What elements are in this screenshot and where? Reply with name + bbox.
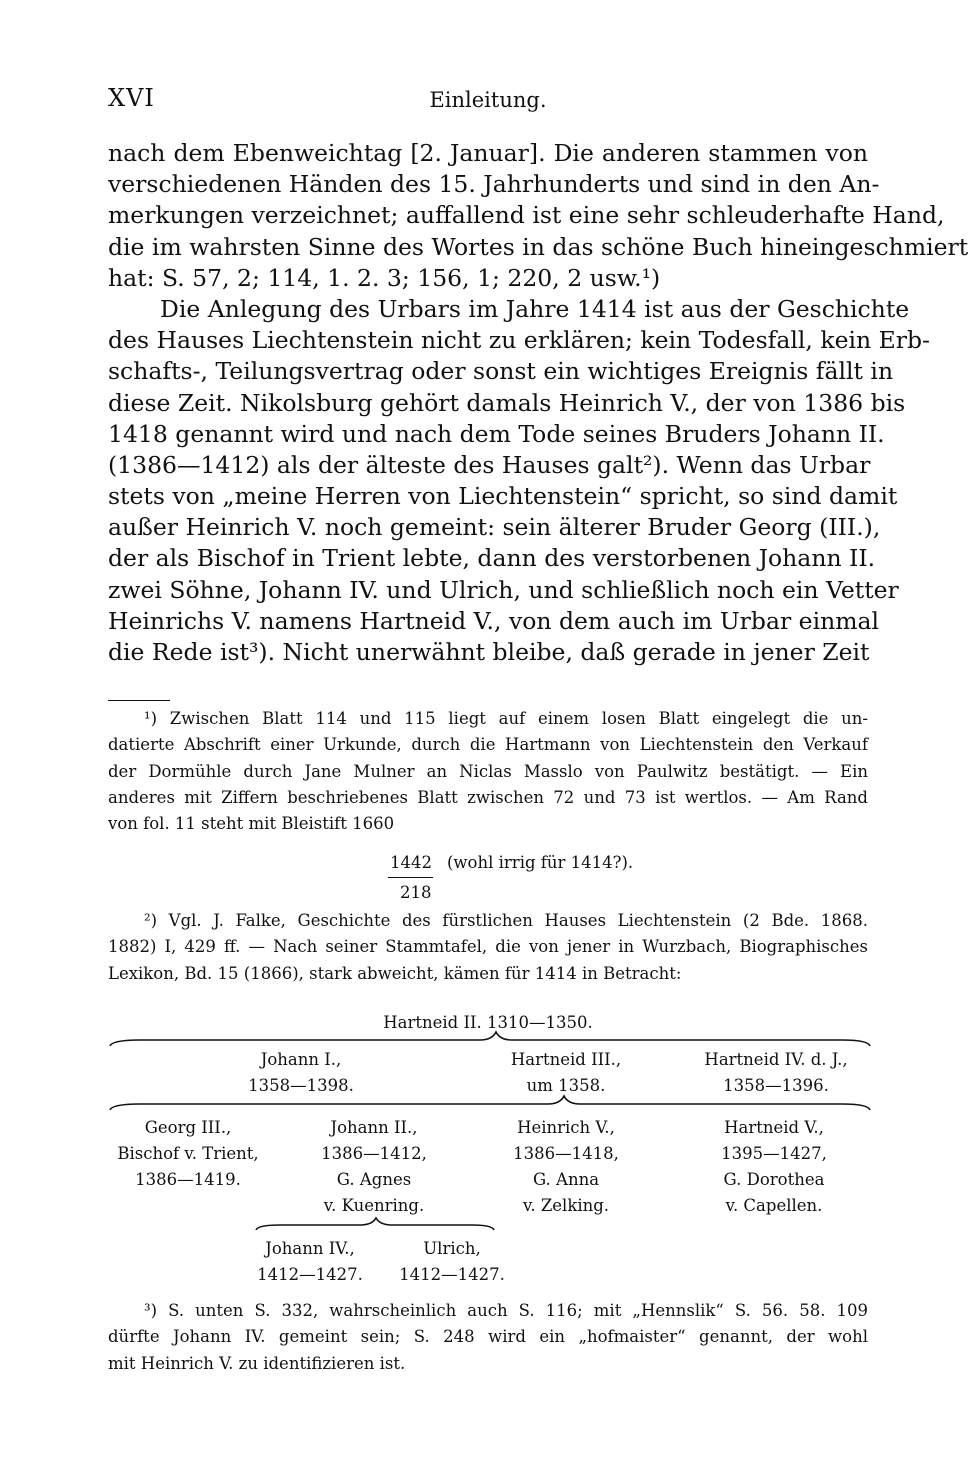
footnote-2-line: ²) Vgl. J. Falke, Geschichte des fürstlichen Hauses Liechtenstein (2 Bde. 1868. bbox=[144, 911, 868, 930]
gen3-line: Bischof v. Trient, bbox=[117, 1144, 259, 1163]
gen4-name: Johann IV., bbox=[265, 1239, 355, 1258]
gen2-dates: 1358—1396. bbox=[723, 1076, 829, 1095]
gen4-dates: 1412—1427. bbox=[399, 1265, 505, 1284]
gen4-name: Ulrich, bbox=[423, 1239, 481, 1258]
gen3-line: Georg III., bbox=[144, 1118, 232, 1137]
footnote-1-line: ¹) Zwischen Blatt 114 und 115 liegt auf einem losen Blatt eingelegt die un- bbox=[144, 709, 868, 728]
gen3-line: v. Zelking. bbox=[522, 1196, 610, 1215]
page-number: XVI bbox=[108, 84, 155, 112]
text-line: 1418 genannt wird und nach dem Tode seines Bruders Johann II. bbox=[108, 419, 885, 448]
gen3-line: G. Anna bbox=[532, 1170, 600, 1189]
brace-gen4 bbox=[256, 1218, 494, 1230]
text-line: Heinrichs V. namens Hartneid V., von dem auch im Urbar einmal bbox=[108, 606, 880, 635]
footnote-2-line: Lexikon, Bd. 15 (1866), stark abweicht, kämen für 1414 in Betracht: bbox=[108, 963, 682, 983]
gen3-line: G. Dorothea bbox=[723, 1170, 825, 1189]
gen3-line: v. Kuenring. bbox=[323, 1196, 425, 1215]
gen3-line: Hartneid V., bbox=[724, 1118, 824, 1137]
footnote-1-line: anderes mit Ziffern beschriebenes Blatt zwischen 72 und 73 ist wertlos. — Am Rand bbox=[108, 787, 868, 807]
text-line: nach dem Ebenweichtag [2. Januar]. Die anderen stammen von bbox=[108, 139, 868, 167]
root-ancestor: Hartneid II. 1310—1350. bbox=[383, 1013, 593, 1032]
fraction-denominator: 218 bbox=[400, 883, 432, 902]
text-line: außer Heinrich V. noch gemeint: sein älterer Bruder Georg (III.), bbox=[108, 513, 881, 542]
brace-gen3 bbox=[110, 1096, 870, 1110]
text-line: die im wahrsten Sinne des Wortes in das schöne Buch hineingeschmiert bbox=[108, 232, 968, 261]
footnote-1-line: von fol. 11 steht mit Bleistift 1660 bbox=[108, 814, 395, 834]
footnote-1-line: der Dormühle durch Jane Mulner an Niclas Masslo von Paulwitz bestätigt. — Ein bbox=[108, 761, 868, 781]
footnote-3-line: ³) S. unten S. 332, wahrscheinlich auch S. 116; mit „Hennslik“ S. 56. 58. 109 bbox=[144, 1301, 868, 1320]
gen3-line: Heinrich V., bbox=[517, 1118, 615, 1137]
gen3-line: Johann II., bbox=[330, 1118, 418, 1137]
fraction-numerator: 1442 bbox=[388, 850, 433, 878]
text-line: der als Bischof in Trient lebte, dann des verstorbenen Johann II. bbox=[108, 544, 876, 573]
text-line: (1386—1412) als der älteste des Hauses galt²). Wenn das Urbar bbox=[108, 450, 871, 479]
gen3-line: G. Agnes bbox=[336, 1170, 412, 1189]
gen3-line: 1386—1418, bbox=[513, 1144, 619, 1163]
footnote-2-line: 1882) I, 429 ff. — Nach seiner Stammtafel, die von jener in Wurzbach, Biographisches bbox=[108, 937, 868, 957]
text-line: die Rede ist³). Nicht unerwähnt bleibe, daß gerade in jener Zeit bbox=[108, 638, 870, 666]
text-line: hat: S. 57, 2; 114, 1. 2. 3; 156, 1; 220, 2 usw.¹) bbox=[108, 263, 661, 292]
text-line: diese Zeit. Nikolsburg gehört damals Heinrich V., der von 1386 bis bbox=[108, 388, 906, 417]
text-line: verschiedenen Händen des 15. Jahrhunderts und sind in den An- bbox=[108, 170, 880, 199]
footnote-3-line: dürfte Johann IV. gemeint sein; S. 248 wird ein „hofmaister“ genannt, der wohl bbox=[108, 1327, 868, 1347]
gen2-name: Hartneid IV. d. J., bbox=[704, 1050, 848, 1069]
text-line: des Hauses Liechtenstein nicht zu erklären; kein Todesfall, kein Erb- bbox=[108, 326, 930, 355]
gen2-name: Hartneid III., bbox=[510, 1050, 622, 1069]
footnote-3-line: mit Heinrich V. zu identifizieren ist. bbox=[108, 1353, 406, 1373]
fraction-note: (wohl irrig für 1414?). bbox=[447, 853, 634, 872]
gen3-line: 1395—1427, bbox=[721, 1144, 827, 1163]
gen3-line: 1386—1419. bbox=[135, 1170, 241, 1189]
text-line: schafts-, Teilungsvertrag oder sonst ein wichtiges Ereignis fällt in bbox=[108, 357, 894, 386]
gen2-dates: um 1358. bbox=[526, 1076, 606, 1095]
text-line: stets von „meine Herren von Liechtenstein“ spricht, so sind damit bbox=[108, 482, 898, 511]
brace-gen2 bbox=[110, 1032, 870, 1046]
text-line: merkungen verzeichnet; auffallend ist eine sehr schleuderhafte Hand, bbox=[108, 201, 945, 230]
paragraph-start-line: Die Anlegung des Urbars im Jahre 1414 ist aus der Geschichte bbox=[160, 294, 910, 323]
gen2-name: Johann I., bbox=[260, 1050, 342, 1069]
gen3-line: v. Capellen. bbox=[725, 1196, 823, 1215]
gen2-dates: 1358—1398. bbox=[248, 1076, 354, 1095]
text-line: zwei Söhne, Johann IV. und Ulrich, und schließlich noch ein Vetter bbox=[108, 575, 899, 604]
footnote-1-line: datierte Abschrift einer Urkunde, durch die Hartmann von Liechtenstein den Verkauf bbox=[108, 735, 868, 755]
running-head: Einleitung. bbox=[429, 88, 547, 112]
gen4-dates: 1412—1427. bbox=[257, 1265, 363, 1284]
gen3-line: 1386—1412, bbox=[321, 1144, 427, 1163]
footnote-3 bbox=[108, 1298, 868, 1377]
